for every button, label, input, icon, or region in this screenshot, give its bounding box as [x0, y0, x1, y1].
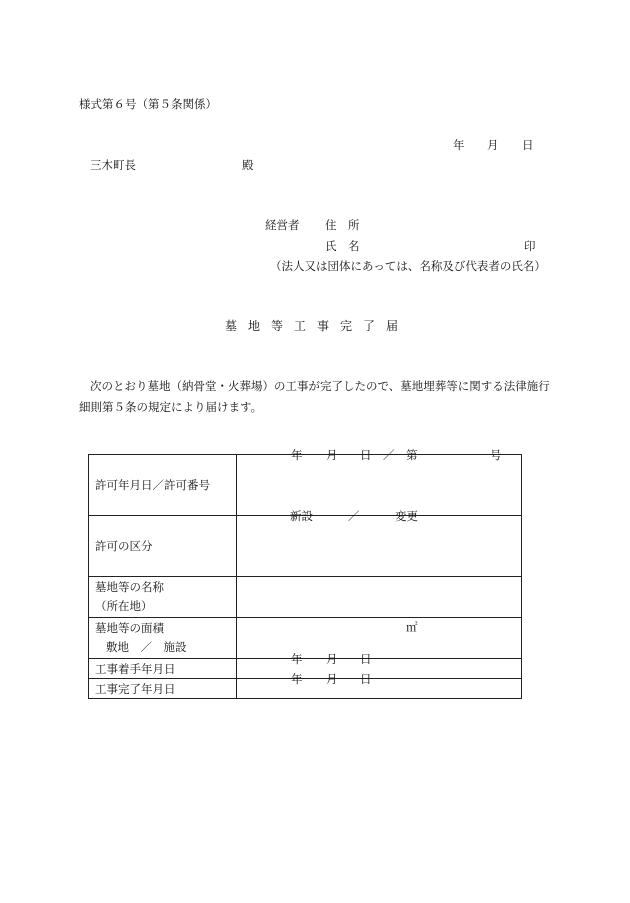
table-row	[89, 618, 522, 659]
permit-date-value[interactable]	[237, 448, 522, 516]
applicant-label: 経営者	[265, 218, 300, 232]
start-date-value[interactable]	[237, 652, 522, 679]
permit-year: 年	[291, 448, 303, 462]
permit-type-change: 変更	[395, 509, 418, 523]
date-year-label: 年	[453, 138, 465, 152]
facility-name-label-line1: 墓地等の名称	[95, 580, 164, 594]
start-year: 年	[291, 652, 303, 666]
area-unit: ㎡	[406, 620, 418, 634]
table-row	[89, 577, 522, 618]
start-day: 日	[360, 652, 372, 666]
end-year: 年	[291, 672, 303, 686]
date-day-label: 日	[522, 138, 534, 152]
facility-area-label-line1: 墓地等の面積	[95, 621, 164, 635]
permit-type-label: 許可の区分	[89, 516, 237, 577]
name-label: 氏 名	[325, 239, 360, 253]
form-table	[88, 448, 522, 699]
facility-area-value[interactable]	[237, 618, 522, 659]
applicant-note: （法人又は団体にあっては、名称及び代表者の氏名）	[270, 259, 546, 273]
permit-slash: ／	[383, 448, 395, 462]
start-date-label: 工事着手年月日	[89, 659, 237, 679]
table-row	[89, 455, 522, 516]
start-month: 月	[326, 652, 338, 666]
end-day: 日	[360, 672, 372, 686]
end-date-value[interactable]	[237, 672, 522, 699]
permit-type-slash: ／	[348, 509, 360, 523]
date-month-label: 月	[487, 138, 499, 152]
recipient-suffix: 殿	[242, 158, 254, 172]
end-date-label: 工事完了年月日	[89, 679, 237, 699]
facility-name-label	[89, 577, 237, 618]
address-label: 住 所	[325, 218, 360, 232]
permit-no-suffix: 号	[490, 448, 502, 462]
table-row	[89, 516, 522, 577]
table-row	[89, 659, 522, 679]
form-number: 様式第６号（第５条関係）	[79, 97, 217, 111]
permit-no-prefix: 第	[406, 448, 418, 462]
document-title: 墓地等工事完了届	[225, 319, 410, 333]
permit-type-new: 新設	[290, 509, 313, 523]
recipient: 三木町長	[90, 158, 136, 172]
facility-area-label-line2: 敷地 ／ 施設	[106, 640, 187, 654]
facility-name-label-line2: （所在地）	[95, 599, 153, 613]
permit-day: 日	[360, 448, 372, 462]
seal-mark: 印	[524, 239, 536, 253]
body-text: 次のとおり墓地（納骨堂・火葬場）の工事が完了したので、墓地埋葬等に関する法律施行細則第５条の規定により届けます。	[79, 379, 550, 414]
facility-name-value[interactable]	[237, 577, 522, 618]
facility-area-label	[89, 618, 237, 659]
permit-month: 月	[326, 448, 338, 462]
end-month: 月	[326, 672, 338, 686]
permit-date-label: 許可年月日／許可番号	[89, 455, 237, 516]
permit-type-value[interactable]	[237, 509, 522, 577]
table-row	[89, 679, 522, 699]
